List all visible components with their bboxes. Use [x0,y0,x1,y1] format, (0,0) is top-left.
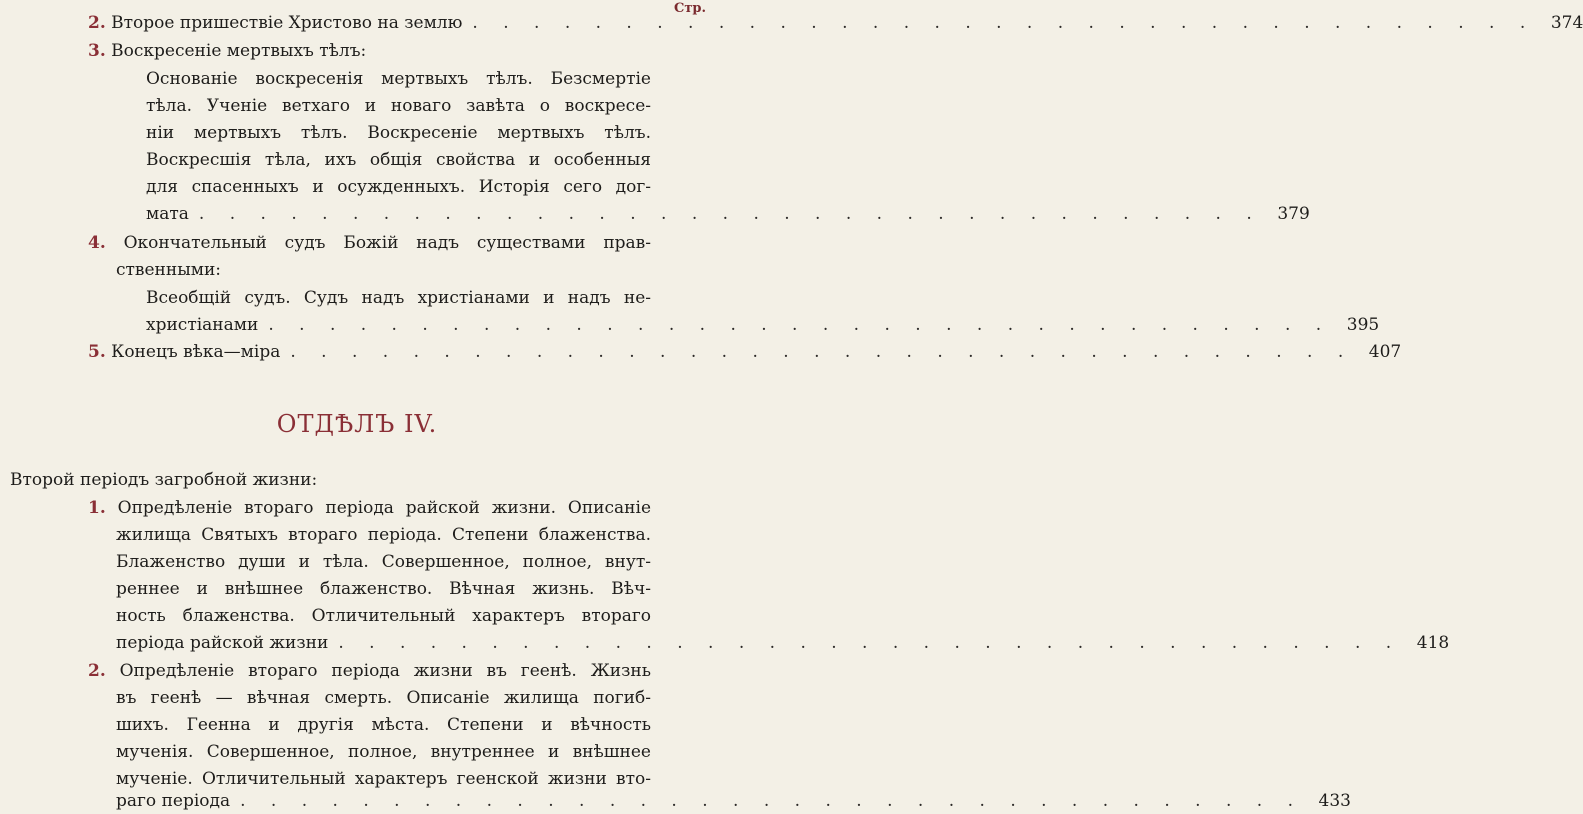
toc-body-line: въ геенѣ — вѣчная смерть. Описаніе жилища погиб- [116,688,651,708]
entry-number: 3. [88,41,106,61]
toc-body-line: мученія. Совершенное, полное, внутреннее и внѣшнее [116,742,651,762]
page-number: 418 [1416,633,1450,653]
entry-number: 1. [88,498,106,518]
toc-body-line: шихъ. Геенна и другія мѣста. Степени и вѣчность [116,715,651,735]
toc-body-line: Блаженство души и тѣла. Совершенное, полное, внут- [116,552,651,572]
page-number: 379 [1277,204,1310,224]
entry-title-cont: ственными: [116,260,222,280]
toc-body-line: мата [146,204,189,224]
page-number: 407 [1368,342,1402,362]
toc-body-line: для спасенныхъ и осужденныхъ. Исторія сего дог- [146,177,651,197]
toc-body-line: Опредѣленіе втораго періода жизни въ геенѣ. Жизнь [119,661,651,681]
toc-body-line: мученіе. Отличительный характеръ геенской жизни вто- [116,769,651,789]
page-number: 433 [1318,791,1351,811]
section-heading: ОТДѢЛЪ IV. [276,410,438,438]
page-column-label: Стр. [673,1,706,16]
toc-body-line: христіанами [146,315,259,335]
entry-number: 2. [88,13,106,33]
toc-entry-4-title [88,230,651,256]
page-number: 395 [1346,315,1380,335]
leader-dots: . . . . . . . . . . . . . . . . . . . . . . . . . . . . . . . . . . . [338,633,1402,653]
leader-dots: . . . . . . . . . . . . . . . . . . . . . . . . . . . . . . . . . . . [268,315,1332,335]
toc-body-line: Опредѣленіе втораго періода райской жизни. Описаніе [117,498,651,518]
toc-body-line: Всеобщій судъ. Судъ надъ христіанами и надъ не- [146,288,651,308]
entry-title: Конецъ вѣка—міра [111,342,281,362]
leader-dots: . . . . . . . . . . . . . . . . . . . . . . . . . . . . . . . . . . . [240,791,1303,811]
toc-entry-b2-last [116,788,1351,814]
toc-entry-2 [88,10,1583,36]
toc-entry-4-last [146,312,1380,338]
entry-title: Воскресеніе мертвыхъ тѣлъ: [111,41,367,61]
leader-dots: . . . . . . . . . . . . . . . . . . . . . . . . . . . . . . . . . . . [472,13,1536,33]
section-intro: Второй періодъ загробной жизни: [10,470,318,490]
toc-body-line: ность блаженства. Отличительный характеръ втораго [116,606,651,626]
leader-dots: . . . . . . . . . . . . . . . . . . . . . . . . . . . . . . . . . . . [290,342,1354,362]
toc-body-line: раго періода [116,791,231,811]
toc-body-line: жилища Святыхъ втораго періода. Степени блаженства. [116,525,651,545]
toc-entry-3-title [88,38,366,64]
toc-body-line: Воскресшія тѣла, ихъ общія свойства и особенныя [146,150,651,170]
page-number: 374 [1550,13,1583,33]
toc-entry-b2-first [88,658,651,684]
toc-entry-b1-last [116,630,1450,656]
toc-entry-b1-first [88,495,651,521]
entry-number: 5. [88,342,106,362]
toc-body-line: ніи мертвыхъ тѣлъ. Воскресеніе мертвыхъ тѣлъ. [146,123,651,143]
entry-title: Окончательный судъ Божій надъ существами прав- [123,233,651,253]
entry-number: 2. [88,661,106,681]
entry-title: Второе пришествіе Христово на землю [111,13,463,33]
toc-entry-5 [88,339,1402,365]
toc-body-line: реннее и внѣшнее блаженство. Вѣчная жизнь. Вѣч- [116,579,651,599]
toc-body-line: тѣла. Ученіе ветхаго и новаго завѣта о воскресе- [146,96,651,116]
toc-body-line: Основаніе воскресенія мертвыхъ тѣлъ. Безсмертіе [146,69,651,89]
toc-entry-3-last [146,201,1310,227]
entry-number: 4. [88,233,106,253]
leader-dots: . . . . . . . . . . . . . . . . . . . . . . . . . . . . . . . . . . . [198,204,1262,224]
toc-body-line: періода райской жизни [116,633,329,653]
